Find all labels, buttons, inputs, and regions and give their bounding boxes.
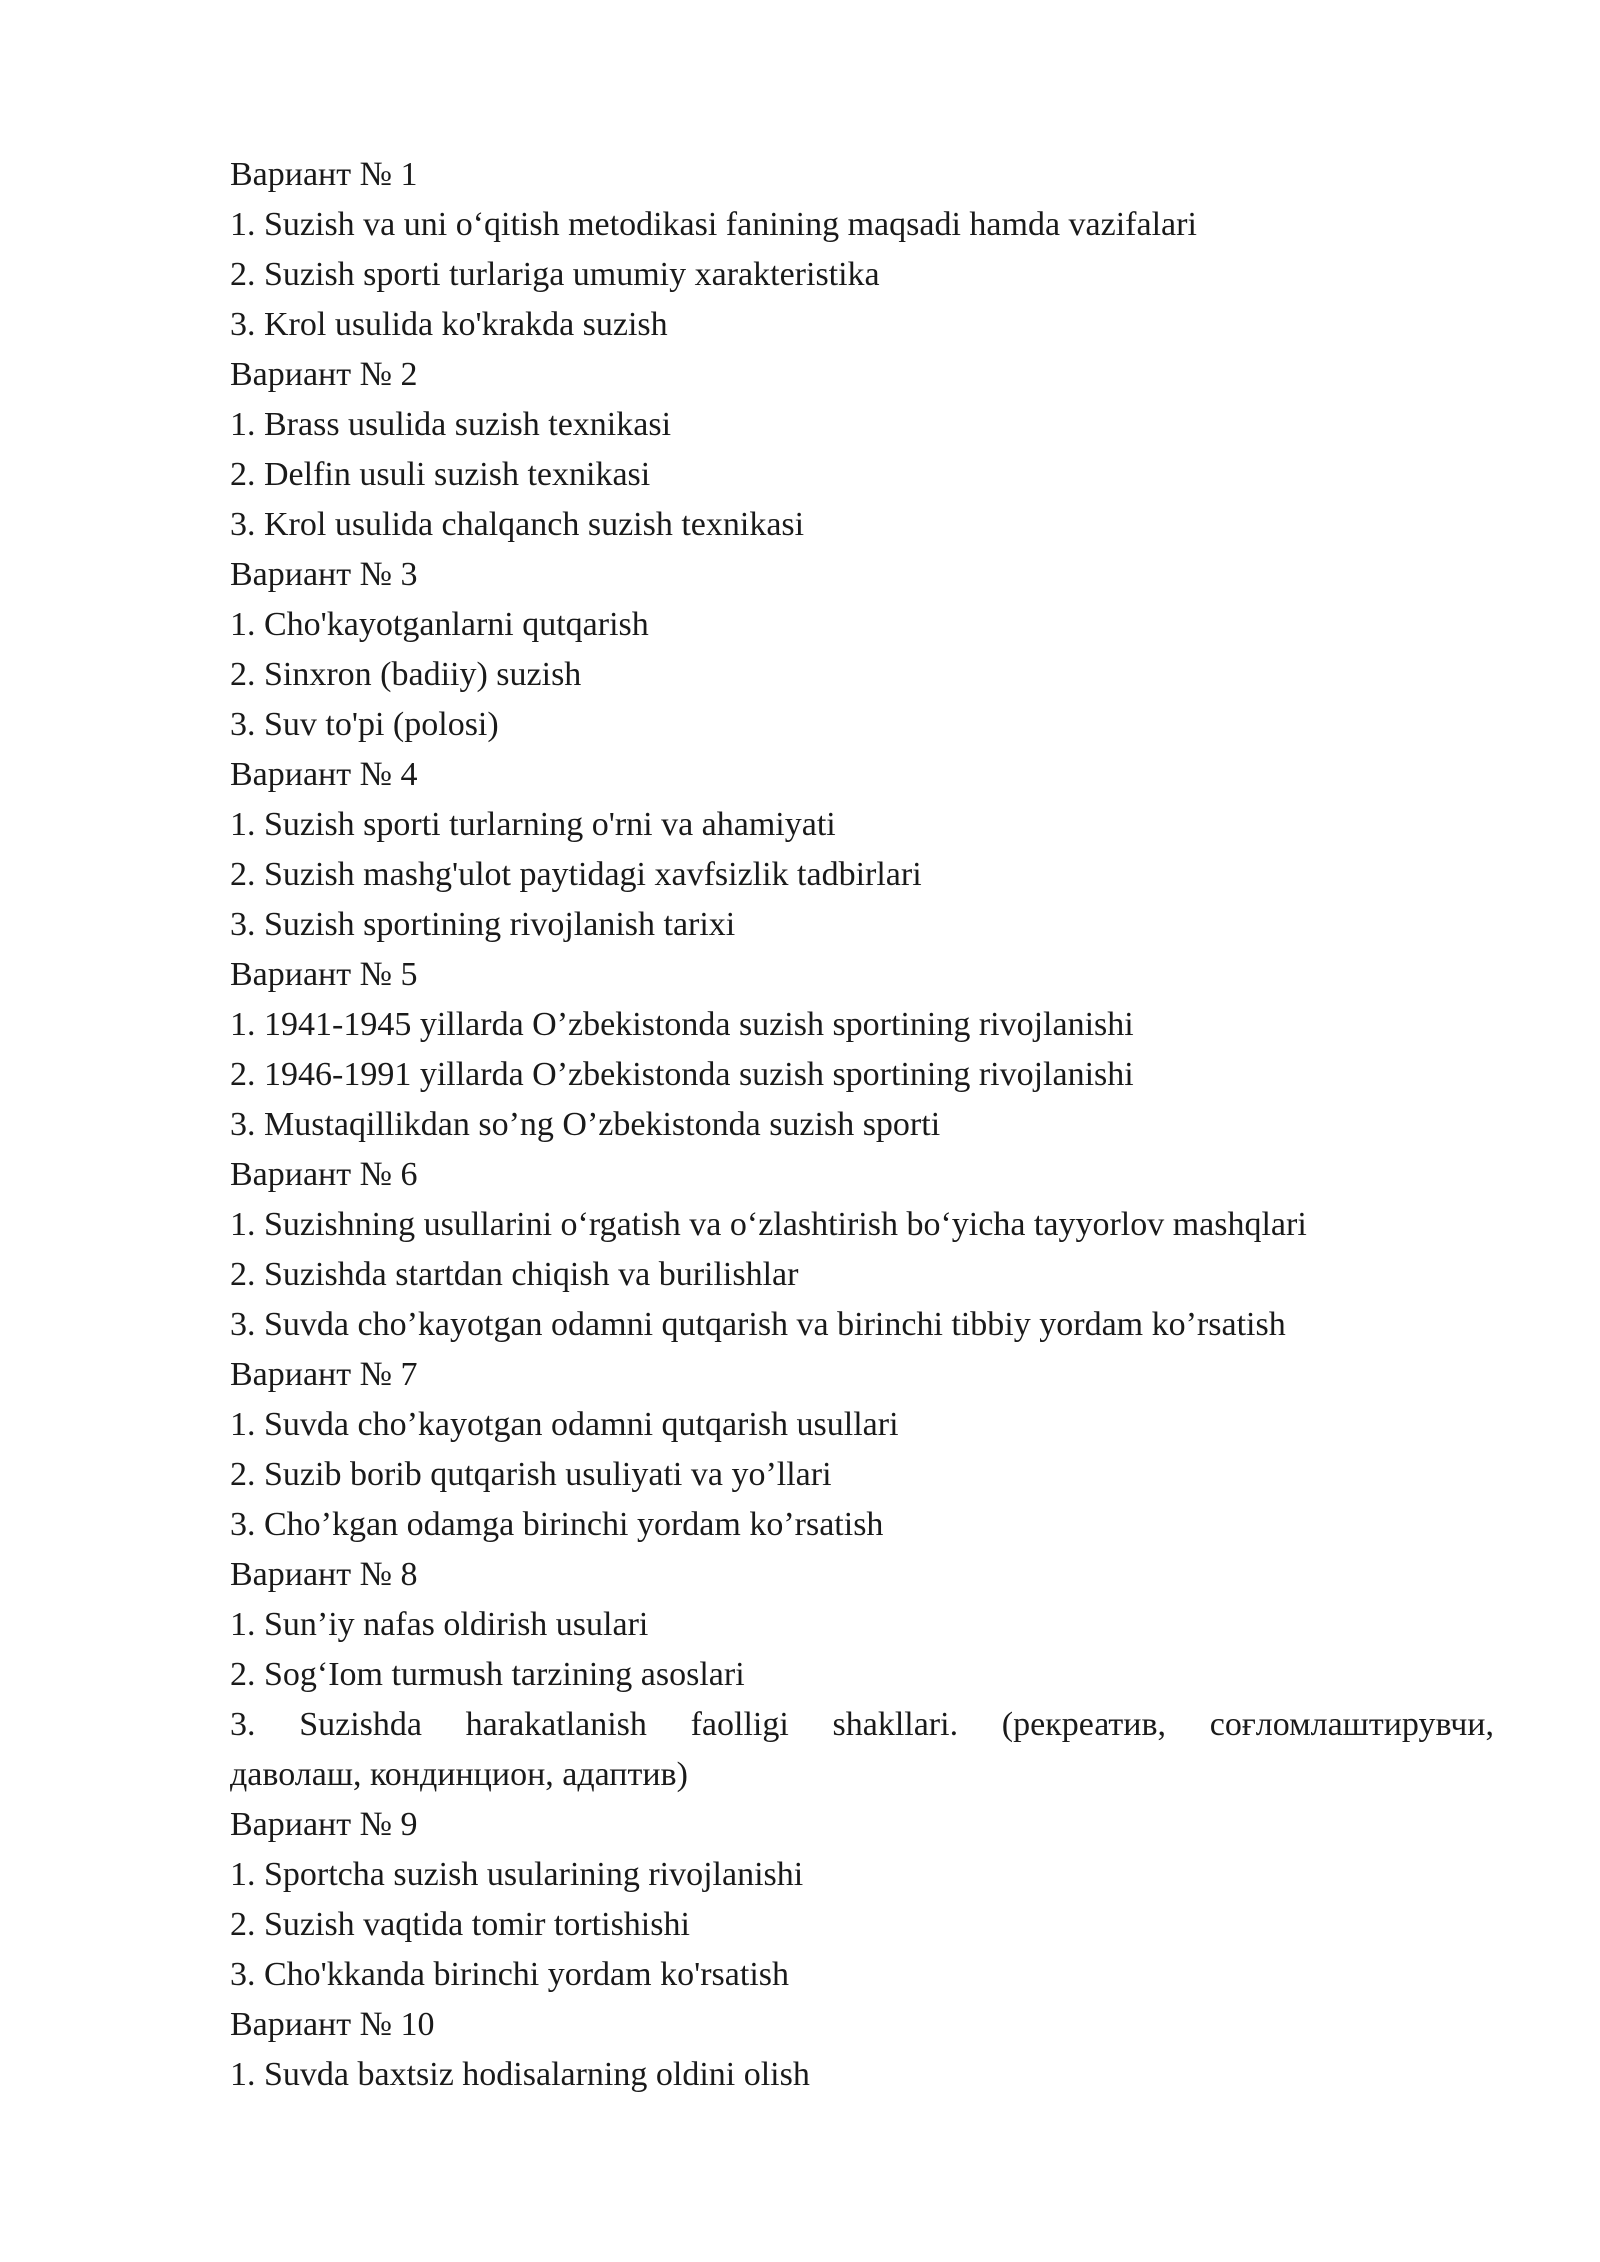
variant-heading: Вариант № 10 — [230, 2006, 435, 2043]
list-item: 3. Suvda cho’kayotgan odamni qutqarish va birinchi tibbiy yordam ko’rsatish — [230, 1306, 1286, 1343]
variant-heading: Вариант № 9 — [230, 1806, 418, 1843]
list-item: 2. Suzish sporti turlariga umumiy xarakteristika — [230, 256, 880, 293]
variant-heading: Вариант № 4 — [230, 756, 418, 793]
list-item: 2. Sinxron (badiiy) suzish — [230, 656, 582, 693]
list-item: 2. Suzish vaqtida tomir tortishishi — [230, 1906, 690, 1943]
list-item: 2. Suzishda startdan chiqish va burilishlar — [230, 1256, 799, 1293]
list-item: 3. Suzish sportining rivojlanish tarixi — [230, 906, 736, 943]
list-item: 1. Sportcha suzish usularining rivojlanishi — [230, 1856, 804, 1893]
variant-heading: Вариант № 8 — [230, 1556, 418, 1593]
list-item: 2. 1946-1991 yillarda O’zbekistonda suzish sportining rivojlanishi — [230, 1056, 1134, 1093]
list-item: 3. Suv to'pi (polosi) — [230, 706, 499, 743]
list-item: 1. Brass usulida suzish texnikasi — [230, 406, 672, 443]
list-item: 3. Cho’kgan odamga birinchi yordam ko’rsatish — [230, 1506, 884, 1543]
list-item: 3. Cho'kkanda birinchi yordam ko'rsatish — [230, 1956, 789, 1993]
list-item: 1. Suzish sporti turlarning o'rni va ahamiyati — [230, 806, 836, 843]
variant-heading: Вариант № 2 — [230, 356, 418, 393]
list-item: 1. 1941-1945 yillarda O’zbekistonda suzish sportining rivojlanishi — [230, 1006, 1134, 1043]
list-item: 1. Suvda cho’kayotgan odamni qutqarish usullari — [230, 1406, 899, 1443]
list-item-continuation: даволаш, кондинцион, адаптив) — [230, 1756, 688, 1793]
list-item: 1. Cho'kayotganlarni qutqarish — [230, 606, 649, 643]
list-item: 1. Suzish va uni o‘qitish metodikasi fanining maqsadi hamda vazifalari — [230, 206, 1197, 243]
variant-heading: Вариант № 7 — [230, 1356, 418, 1393]
list-item: 3. Suzishda harakatlanish faolligi shakllari. (рекреатив, соғломлаштирувчи, — [230, 1706, 1494, 1743]
variant-heading: Вариант № 3 — [230, 556, 418, 593]
list-item: 2. Sog‘Iom turmush tarzining asoslari — [230, 1656, 745, 1693]
list-item: 3. Mustaqillikdan so’ng O’zbekistonda suzish sporti — [230, 1106, 941, 1143]
variant-heading: Вариант № 6 — [230, 1156, 418, 1193]
list-item: 3. Krol usulida chalqanch suzish texnikasi — [230, 506, 805, 543]
list-item: 1. Suvda baxtsiz hodisalarning oldini olish — [230, 2056, 810, 2093]
variant-heading: Вариант № 1 — [230, 156, 418, 193]
document-page — [230, 150, 1494, 2100]
list-item: 3. Krol usulida ko'krakda suzish — [230, 306, 668, 343]
list-item: 1. Suzishning usullarini o‘rgatish va o‘zlashtirish bo‘yicha tayyorlov mashqlari — [230, 1206, 1307, 1243]
list-item: 2. Suzish mashg'ulot paytidagi xavfsizlik tadbirlari — [230, 856, 922, 893]
list-item: 2. Delfin usuli suzish texnikasi — [230, 456, 651, 493]
variant-heading: Вариант № 5 — [230, 956, 418, 993]
list-item: 2. Suzib borib qutqarish usuliyati va yo’llari — [230, 1456, 832, 1493]
list-item: 1. Sun’iy nafas oldirish usulari — [230, 1606, 649, 1643]
